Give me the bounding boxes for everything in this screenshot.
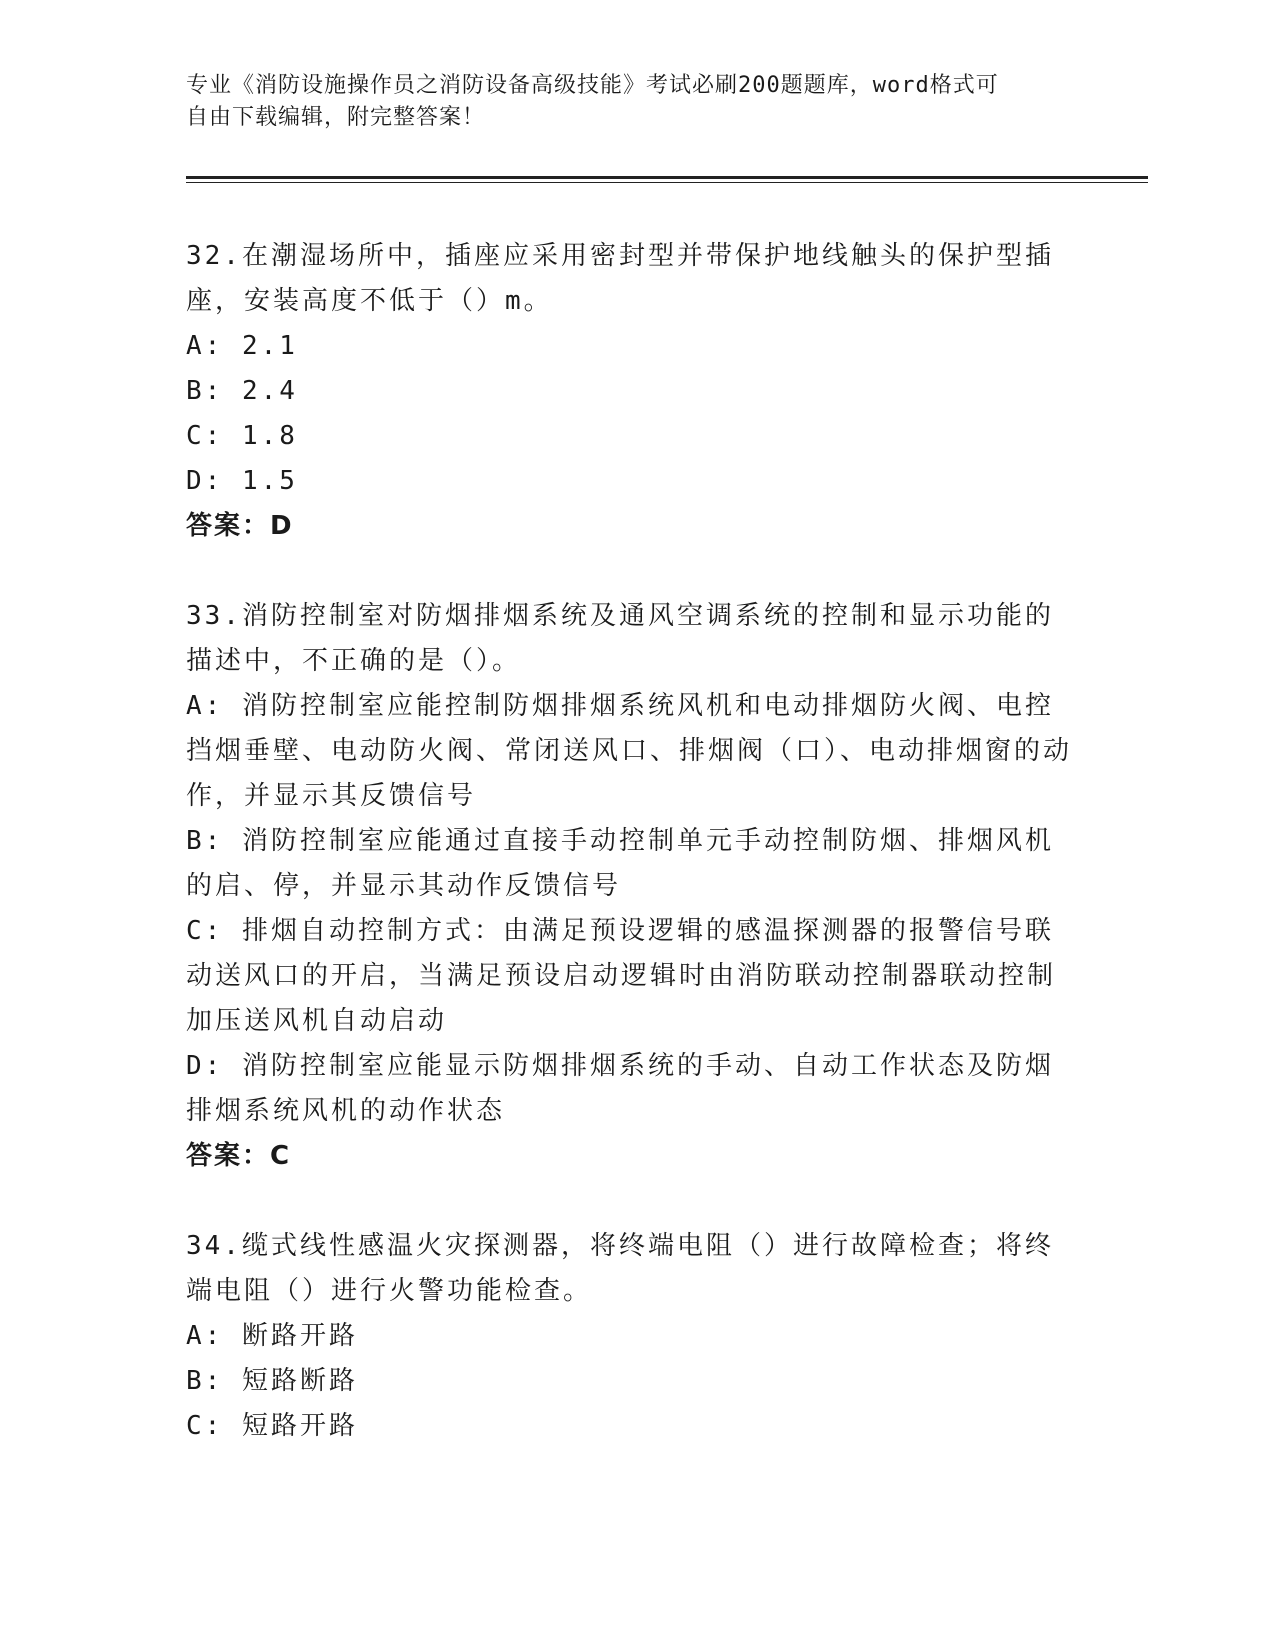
option-c: C: 排烟自动控制方式：由满足预设逻辑的感温探测器的报警信号联动送风口的开启，当满足预设启动逻辑时由消防联动控制器联动控制加压送风机自动启动 (186, 916, 1057, 1036)
option-b: B: 消防控制室应能通过直接手动控制单元手动控制防烟、排烟风机的启、停，并显示其动作反馈信号 (186, 826, 1054, 901)
answer: 答案：D (186, 511, 294, 541)
option-b: B: 2.4 (186, 376, 298, 406)
header-line-1: 专业《消防设施操作员之消防设备高级技能》考试必刷200题题库，word格式可 (186, 73, 999, 98)
option-a: A: 消防控制室应能控制防烟排烟系统风机和电动排烟防火阀、电控挡烟垂壁、电动防火阀、常闭送风口、排烟阀（口）、电动排烟窗的动作，并显示其反馈信号 (186, 691, 1073, 811)
question-text: 32.在潮湿场所中，插座应采用密封型并带保护地线触头的保护型插座，安装高度不低于（）m。 (186, 241, 1054, 316)
answer: 答案：C (186, 1141, 292, 1171)
header-divider-thick (186, 176, 1148, 179)
question-33 (186, 594, 1076, 1179)
question-32 (186, 234, 1076, 549)
header-line-2: 自由下载编辑，附完整答案！ (186, 105, 486, 130)
option-a: A: 断路开路 (186, 1321, 358, 1351)
option-a: A: 2.1 (186, 331, 298, 361)
question-text: 34.缆式线性感温火灾探测器，将终端电阻（）进行故障检查；将终端电阻（）进行火警功能检查。 (186, 1231, 1054, 1306)
option-b: B: 短路断路 (186, 1366, 358, 1396)
option-c: C: 1.8 (186, 421, 298, 451)
document-header (186, 70, 1086, 134)
option-d: D: 消防控制室应能显示防烟排烟系统的手动、自动工作状态及防烟排烟系统风机的动作状态 (186, 1051, 1054, 1126)
header-divider-thin (186, 182, 1148, 183)
option-d: D: 1.5 (186, 466, 298, 496)
option-c: C: 短路开路 (186, 1411, 358, 1441)
question-text: 33.消防控制室对防烟排烟系统及通风空调系统的控制和显示功能的描述中，不正确的是（）。 (186, 601, 1054, 676)
question-34 (186, 1224, 1076, 1449)
question-list (186, 234, 1076, 1494)
